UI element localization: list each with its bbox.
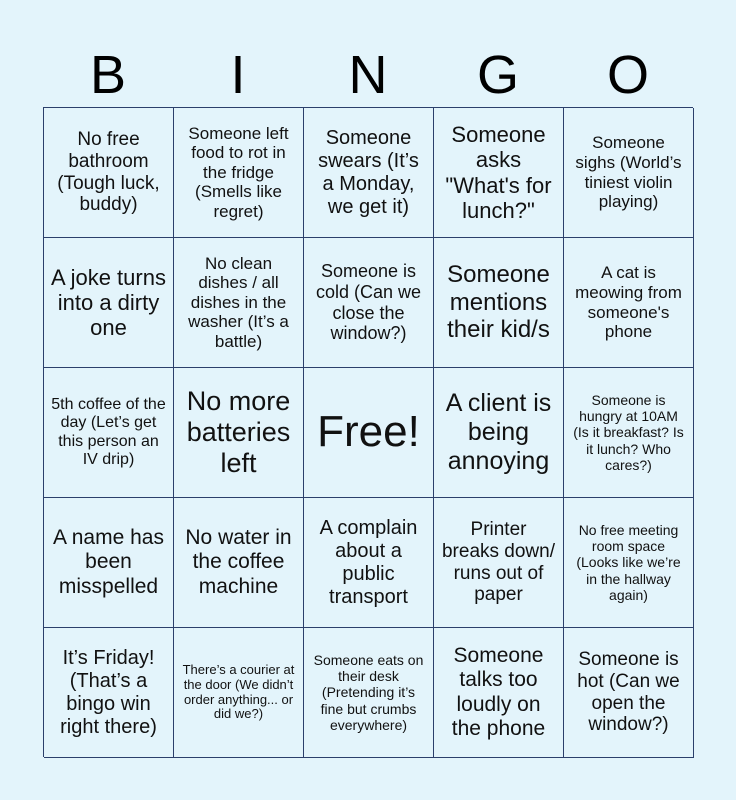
bingo-cell[interactable]: Someone sighs (World’s tiniest violin playing) <box>564 108 694 238</box>
bingo-cell[interactable]: Someone eats on their desk (Pretending it’s fine but crumbs everywhere) <box>304 628 434 758</box>
bingo-cell[interactable]: Someone swears (It’s a Monday, we get it) <box>304 108 434 238</box>
free-space-cell[interactable]: Free! <box>304 368 434 498</box>
bingo-card <box>43 107 693 757</box>
bingo-cell[interactable]: A joke turns into a dirty one <box>44 238 174 368</box>
bingo-cell[interactable]: No more batteries left <box>174 368 304 498</box>
bingo-cell[interactable]: Someone is hot (Can we open the window?) <box>564 628 694 758</box>
header-letter-g: G <box>476 45 519 105</box>
bingo-cell[interactable]: Someone asks "What's for lunch?" <box>434 108 564 238</box>
bingo-cell[interactable]: Someone is hungry at 10AM (Is it breakfast? Is it lunch? Who cares?) <box>564 368 694 498</box>
bingo-cell[interactable]: A complain about a public transport <box>304 498 434 628</box>
bingo-cell[interactable]: No clean dishes / all dishes in the washer (It’s a battle) <box>174 238 304 368</box>
bingo-cell[interactable]: No free bathroom (Tough luck, buddy) <box>44 108 174 238</box>
bingo-cell[interactable]: Someone talks too loudly on the phone <box>434 628 564 758</box>
bingo-cell[interactable]: It’s Friday! (That’s a bingo win right there) <box>44 628 174 758</box>
header-letter-b: B <box>89 45 127 105</box>
header-letter-n: N <box>348 45 388 105</box>
header-letter-i: I <box>230 45 246 105</box>
header-letter-o: O <box>606 45 649 105</box>
bingo-cell[interactable]: Someone mentions their kid/s <box>434 238 564 368</box>
bingo-cell[interactable]: Someone left food to rot in the fridge (Smells like regret) <box>174 108 304 238</box>
bingo-cell[interactable]: A client is being annoying <box>434 368 564 498</box>
bingo-cell[interactable]: A cat is meowing from someone's phone <box>564 238 694 368</box>
bingo-cell[interactable]: Printer breaks down/ runs out of paper <box>434 498 564 628</box>
bingo-cell[interactable]: There’s a courier at the door (We didn’t order anything... or did we?) <box>174 628 304 758</box>
bingo-cell[interactable]: Someone is cold (Can we close the window?) <box>304 238 434 368</box>
bingo-cell[interactable]: 5th coffee of the day (Let’s get this person an IV drip) <box>44 368 174 498</box>
bingo-cell[interactable]: No free meeting room space (Looks like we’re in the hallway again) <box>564 498 694 628</box>
bingo-header <box>43 44 693 106</box>
bingo-cell[interactable]: A name has been misspelled <box>44 498 174 628</box>
bingo-cell[interactable]: No water in the coffee machine <box>174 498 304 628</box>
